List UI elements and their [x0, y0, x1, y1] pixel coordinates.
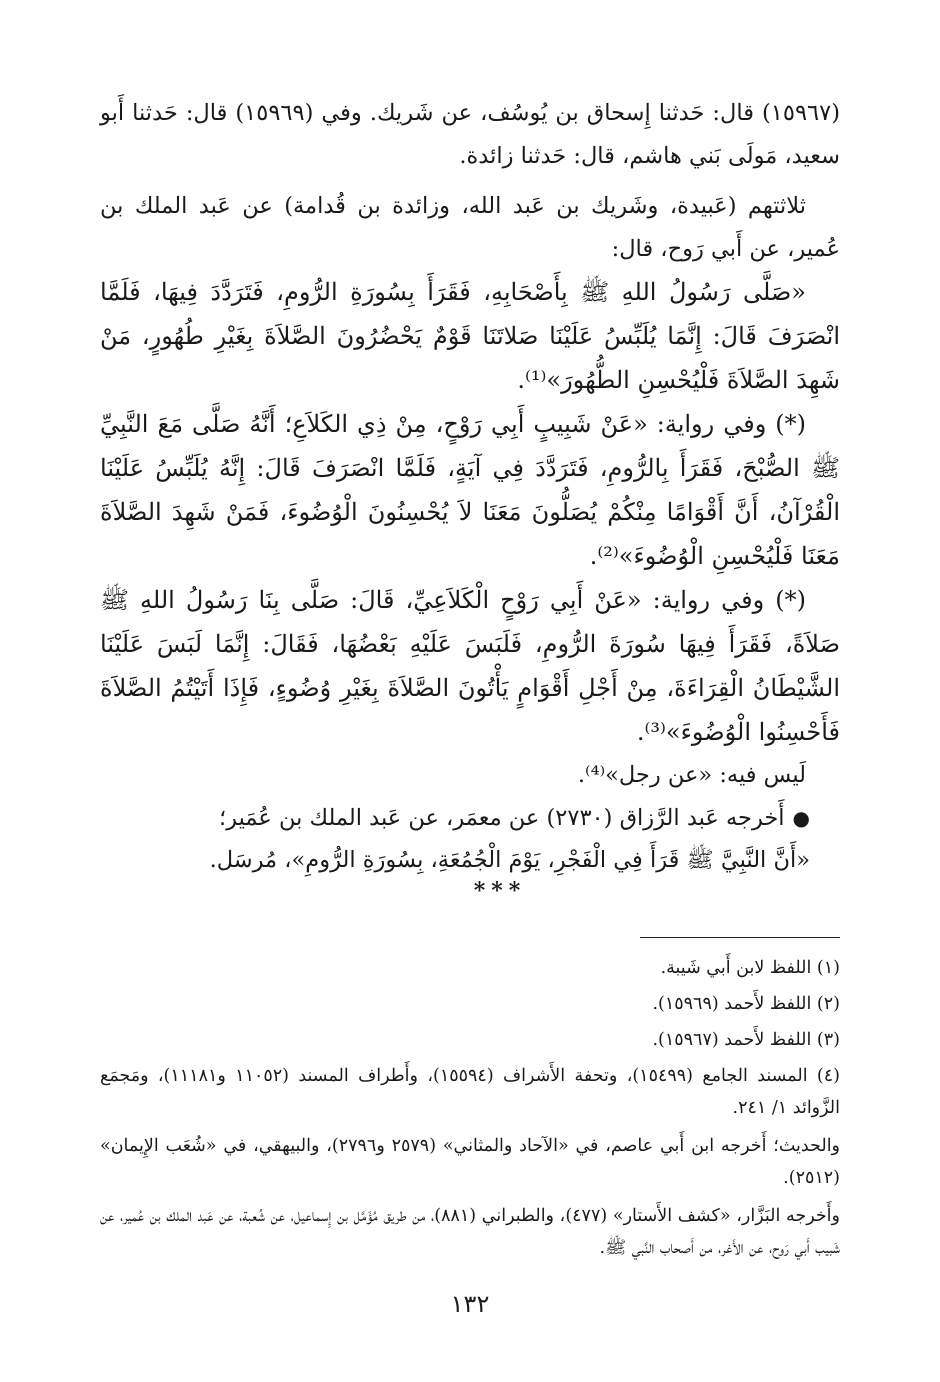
bullet-icon: ● [792, 805, 810, 830]
bullet-block [100, 797, 840, 882]
hadith-text: «صَلَّى رَسُولُ اللهِ ﷺ بِأَصْحَابِهِ، فَقَرَأَ بِسُورَةِ الرُّومِ، فَتَرَدَّدَ فِيهَا، فَلَمَّا انْصَرَفَ قَالَ: إِنَّمَا يُلَبِّسُ عَلَيْنَا صَلاتَنَا قَوْمٌ يَحْضُرُونَ الصَّلاَةَ بِغَيْرِ طُهُورٍ، مَنْ شَهِدَ الصَّلاَةَ فَلْيُحْسِنِ الطُّهُورَ»⁽¹⁾. [100, 278, 840, 394]
bullet-line-2: «أَنَّ النَّبِيَّ ﷺ قَرَأَ فِي الْفَجْرِ، يَوْمَ الْجُمُعَةِ، بِسُورَةِ الرُّومِ»، مُرسَل. [209, 847, 810, 873]
footnote-1: (١) اللفظ لابن أَبي شَيبة. [660, 958, 840, 978]
section-separator: *** [473, 877, 527, 904]
page-number: ١٣٢ [450, 1290, 490, 1318]
bullet-line-1 [100, 797, 810, 840]
note-line: لَيس فيه: «عن رجل»⁽⁴⁾. [577, 762, 806, 788]
main-text [100, 92, 840, 904]
bullet-text-1: أَخرجه عَبد الرَّزاق (٢٧٣٠) عن معمَر، عن عَبد الملك بن عُمَير؛ [219, 804, 785, 831]
footnote-4-cont-2: وأَخرجه البَزَّار، «كشف الأَستار» (٤٧٧)، والطبراني (٨٨١)، من طريق مُؤَمَّل بن إِسماعيل، عن شُعبة، عن عَبد الملك بن عُمير، عن شَبيب أَبي رَوح، عن الأَغر، من أَصحاب النَّبي ﷺ. [100, 1206, 840, 1258]
footnote-divider [640, 937, 840, 938]
footnote-4-cont-1: والحديث؛ أَخرجه ابن أَبي عاصم، في «الآحاد والمثاني» (٢٥٧٩ و٢٧٩٦)، والبيهقي، في «شُعَب الإِيمان» (٢٥١٢). [100, 1136, 841, 1188]
riwaya-paragraph-2: (*) وفي رواية: «عَنْ أَبِي رَوْحٍ الْكَلاَعِيِّ، قَالَ: صَلَّى بِنَا رَسُولُ اللهِ ﷺ صَلاَةً، فَقَرَأَ فِيهَا سُورَةَ الرُّومِ، فَلَبَسَ عَلَيْهِ بَعْضُهَا، فَقَالَ: إِنَّمَا لَبَسَ عَلَيْنَا الشَّيْطَانُ الْقِرَاءَةَ، مِنْ أَجْلِ أَقْوَامٍ يَأْتُونَ الصَّلاَةَ بِغَيْرِ وُضُوءٍ، فَإِذَا أَتَيْتُمُ الصَّلاَةَ فَأَحْسِنُوا الْوُضُوءَ»⁽³⁾. [100, 586, 840, 746]
riwaya-paragraph-1: (*) وفي رواية: «عَنْ شَبِيبٍ أَبِي رَوْحٍ، مِنْ ذِي الكَلاَعِ؛ أَنَّهُ صَلَّى مَعَ النَّبِيِّ ﷺ الصُّبْحَ، فَقَرَأَ بِالرُّومِ، فَتَرَدَّدَ فِي آيَةٍ، فَلَمَّا انْصَرَفَ قَالَ: إِنَّهُ يُلَبِّسُ عَلَيْنَا الْقُرْآنُ، أَنَّ أَقْوَامًا مِنْكُمْ يُصَلُّونَ مَعَنَا لاَ يُحْسِنُونَ الْوُضُوءَ، فَمَنْ شَهِدَ الصَّلاَةَ مَعَنَا فَلْيُحْسِنِ الْوُضُوءَ»⁽²⁾. [100, 410, 840, 570]
isnad-paragraph: (١٥٩٦٧) قال: حَدثنا إِسحاق بن يُوسُف، عن شَريك. وفي (١٥٩٦٩) قال: حَدثنا أَبو سعيد، مَولَى بَني هاشم، قال: حَدثنا زائدة. [100, 100, 840, 169]
footnotes [100, 952, 840, 1270]
footnote-3: (٣) اللفظ لأَحمد (١٥٩٦٧). [652, 1030, 840, 1050]
footnote-4: (٤) المسند الجامع (١٥٤٩٩)، وتحفة الأَشراف (١٥٥٩٤)، وأَطراف المسند (١١٠٥٢ و١١١٨١)، ومَجمَع الزَّوائد ١/ ٢٤١. [100, 1066, 840, 1118]
isnad-paragraph-2: ثلاثتهم (عَبيدة، وشَريك بن عَبد الله، وزائدة بن قُدامة) عن عَبد الملك بن عُمير، عن أَبي رَوح، قال: [100, 193, 840, 262]
footnote-2: (٢) اللفظ لأَحمد (١٥٩٦٩). [652, 994, 840, 1014]
